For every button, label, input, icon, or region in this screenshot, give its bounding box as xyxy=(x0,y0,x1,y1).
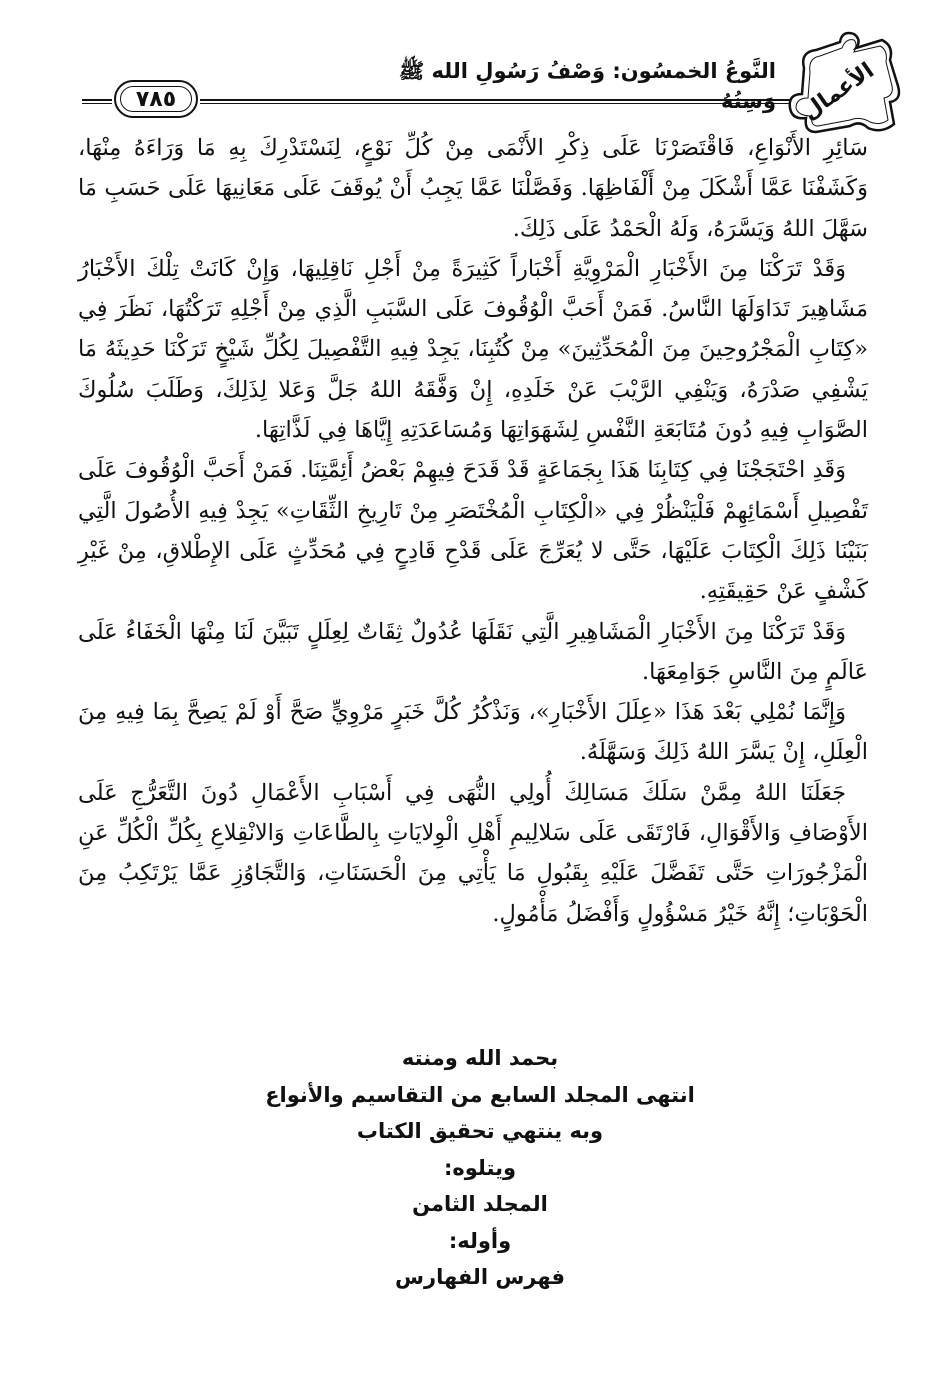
running-head: النَّوعُ الخمسُون: وَصْفُ رَسُولِ الله ﷺ وَسِنُهُ xyxy=(398,59,776,113)
colophon-line: وبه ينتهي تحقيق الكتاب xyxy=(356,1119,604,1143)
header-rule-left-thin xyxy=(82,103,112,104)
paragraph: وَقَدْ تَرَكْنَا مِنَ الأَخْبَارِ الْمَرْوِيَّةِ أَخْبَاراً كَثِيرَةً مِنْ أَجْلِ نَاقِلِيهَا، وَإِنْ كَانَتْ تِلْكَ الأَخْبَارُ مَشَاهِيرَ تَدَاوَلَهَا النَّاسُ. فَمَنْ أَحَبَّ الْوُقُوفَ عَلَى السَّبَبِ الَّذِي مِنْ أَجْلِهِ تَرَكْتُهَا، نَظَرَ فِي «كِتَابِ الْمَجْرُوحِينَ مِنَ الْمُحَدِّثِينَ» مِنْ كُتُبِنَا، يَجِدْ فِيهِ التَّفْصِيلَ لِكُلِّ شَيْخٍ تَرَكْنَا حَدِيثَهُ مَا يَشْفِي صَدْرَهُ، وَيَنْفِي الرَّيْبَ عَنْ خَلَدِهِ، إِنْ وَفَّقَهُ اللهُ جَلَّ وَعَلا لِذَلِكَ، وَطَلَبَ سُلُوكَ الصَّوَابِ فِيهِ دُونَ مُتَابَعَةِ النَّفْسِ لِشَهَوَاتِهَا وَمُسَاعَدَتِهِ إِيَّاهَا فِي لَذَّاتِهَا. xyxy=(78,255,868,444)
colophon xyxy=(180,1040,780,1296)
header-rule-left xyxy=(82,99,112,101)
colophon-line: وأوله: xyxy=(448,1228,512,1253)
header-rule xyxy=(200,99,790,101)
page-header xyxy=(0,0,941,130)
page-number-frame xyxy=(114,80,198,118)
paragraph: جَعَلَنَا اللهُ مِمَّنْ سَلَكَ مَسَالِكَ أُولِي النُّهَى فِي أَسْبَابِ الأَعْمَالِ دُونَ التَّعَرُّجِ عَلَى الأَوْصَافِ وَالأَقْوَالِ، فَارْتَقَى عَلَى سَلالِيمِ أَهْلِ الْوِلايَاتِ بِالطَّاعَاتِ وَالانْقِلاعِ بِكُلِّ الْكُلِّ عَنِ الْمَزْجُورَاتِ حَتَّى تَفَضَّلَ عَلَيْهِ بِقَبُولِ مَا يَأْتِي مِنَ الْحَسَنَاتِ، وَالتَّجَاوُزِ عَمَّا يَرْتَكِبُ مِنَ الْحَوْبَاتِ؛ إِنَّهُ خَيْرُ مَسْؤُولٍ وَأَفْضَلُ مَأْمُولٍ. xyxy=(78,779,868,927)
paragraph: وَقَدْ تَرَكْنَا مِنَ الأَخْبَارِ الْمَشَاهِيرِ الَّتِي نَقَلَهَا عُدُولٌ ثِقَاتٌ لِعِلَلٍ تَبَيَّنَ لَنَا مِنْهَا الْخَفَاءُ عَلَى عَالَمٍ مِنَ النَّاسِ جَوَامِعَهَا. xyxy=(78,618,868,685)
colophon-line: انتهى المجلد السابع من التقاسيم والأنواع xyxy=(265,1082,695,1107)
header-rule-thin xyxy=(200,103,790,104)
section-badge-label: الأعمال xyxy=(798,58,879,126)
paragraph: سَائِرِ الأَنْوَاعِ، فَاقْتَصَرْنَا عَلَى ذِكْرِ الأَنْمَى مِنْ كُلِّ نَوْعٍ، لِنَسْتَدْرِكَ بِهِ مَا وَرَاءَهُ مِنْهَا، وَكَشَفْنَا عَمَّا أَشْكَلَ مِنْ أَلْفَاظِهَا. وَفَصَّلْنَا عَمَّا يَجِبُ أَنْ يُوقَفَ عَلَى مَعَانِيهَا عَلَى حَسَبِ مَا سَهَّلَ اللهُ وَيَسَّرَهُ، وَلَهُ الْحَمْدُ عَلَى ذَلِكَ. xyxy=(78,135,868,242)
colophon-line: ويتلوه: xyxy=(443,1155,517,1180)
main-text xyxy=(78,128,868,934)
colophon-line: بحمد الله ومنته xyxy=(401,1046,559,1070)
paragraph: وَإِنَّمَا نُمْلِي بَعْدَ هَذَا «عِلَلَ الأَخْبَارِ»، وَنَذْكُرُ كُلَّ خَبَرٍ مَرْوِيٍّ صَحَّ أَوْ لَمْ يَصِحَّ بِمَا فِيهِ مِنَ الْعِلَلِ، إِنْ يَسَّرَ اللهُ ذَلِكَ وَسَهَّلَهُ. xyxy=(78,699,868,766)
colophon-line: المجلد الثامن xyxy=(412,1192,548,1216)
paragraph: وَقَدِ احْتَجَجْنَا فِي كِتَابِنَا هَذَا بِجَمَاعَةٍ قَدْ قَدَحَ فِيهِمْ بَعْضُ أَئِمَّتِنَا. فَمَنْ أَحَبَّ الْوُقُوفَ عَلَى تَفْصِيلِ أَسْمَائِهِمْ فَلْيَنْظُرْ فِي «الْكِتَابِ الْمُخْتَصَرِ مِنْ تَارِيخِ الثِّقَاتِ» يَجِدْ فِيهِ الأُصُولَ الَّتِي بَنَيْنَا ذَلِكَ الْكِتَابَ عَلَيْهَا، حَتَّى لا يُعَرِّجَ عَلَى قَدْحِ قَادِحٍ فِي مُحَدِّثٍ عَلَى الإِطْلاقِ، مِنْ غَيْرِ كَشْفٍ عَنْ حَقِيقَتِهِ. xyxy=(78,457,868,605)
page-number: ٧٨٥ xyxy=(120,86,192,112)
colophon-line: فهرس الفهارس xyxy=(395,1265,565,1289)
